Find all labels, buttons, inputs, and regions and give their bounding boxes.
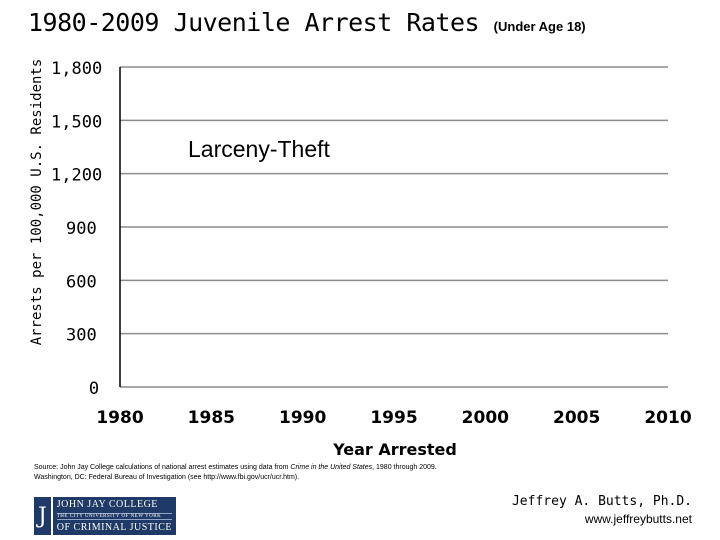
logo-line-1: JOHN JAY COLLEGE — [56, 499, 158, 510]
logo-line-2: THE CITY UNIVERSITY OF NEW YORK — [57, 513, 172, 520]
logo-wordmark — [53, 497, 176, 535]
chart-title-subtitle: (Under Age 18) — [493, 19, 586, 34]
source-suffix: , 1980 through 2009. — [372, 464, 437, 471]
author-website: www.jeffreybutts.net — [584, 512, 692, 526]
x-tick-label: 1980 — [96, 408, 144, 428]
logo-line-3: OF CRIMINAL JUSTICE — [56, 522, 172, 533]
x-axis-label: Year Arrested — [333, 440, 457, 459]
y-tick-label: 1,200 — [51, 165, 103, 186]
chart-title-main: 1980-2009 Juvenile Arrest Rates — [28, 8, 480, 37]
y-tick-label: 300 — [66, 325, 97, 346]
y-tick-label: 1,500 — [51, 112, 103, 133]
john-jay-logo — [34, 497, 176, 535]
y-tick-label: 600 — [66, 272, 97, 293]
source-line-2: Washington, DC: Federal Bureau of Investigation (see http://www.fbi.gov/ucr/ucr.htm). — [34, 474, 300, 481]
x-tick-label: 2000 — [461, 408, 509, 428]
source-publication: Crime in the United States — [290, 464, 373, 471]
source-prefix: Source: John Jay College calculations of national arrest estimates using data from — [34, 464, 291, 471]
x-tick-label: 1995 — [370, 408, 418, 428]
john-jay-emblem-icon: J — [34, 497, 51, 535]
x-tick-label: 2005 — [553, 408, 601, 428]
offense-annotation: Larceny-Theft — [188, 136, 330, 162]
y-tick-label: 900 — [66, 219, 97, 239]
x-tick-label: 1990 — [279, 408, 327, 428]
y-axis-label: Arrests per 100,000 U.S. Residents — [29, 58, 45, 346]
y-tick-label: 1,800 — [51, 59, 103, 79]
x-tick-label: 2010 — [644, 408, 692, 428]
y-tick-label: 0 — [88, 379, 100, 399]
x-tick-label: 1985 — [187, 408, 235, 428]
author-name: Jeffrey A. Butts, Ph.D. — [511, 494, 692, 509]
source-note — [34, 463, 654, 483]
